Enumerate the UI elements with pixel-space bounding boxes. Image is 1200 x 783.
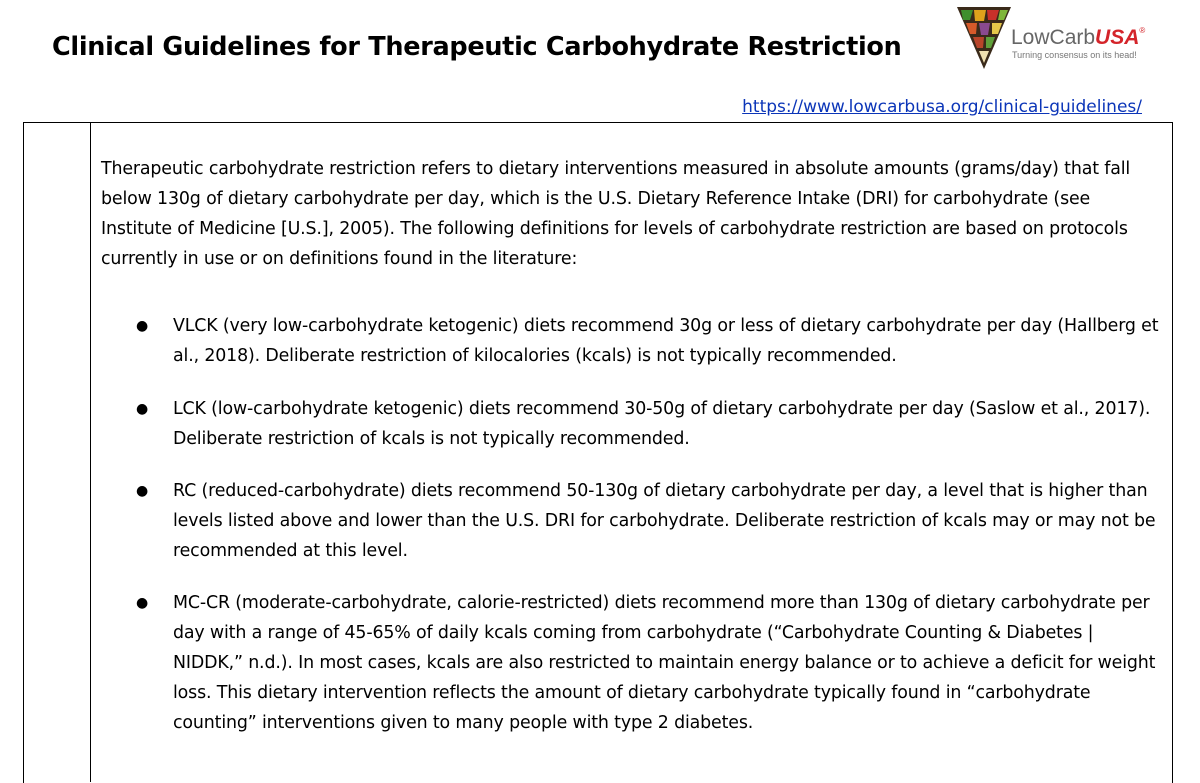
intro-paragraph: Therapeutic carbohydrate restriction refers to dietary interventions measured in absolute amounts (grams/day) that fall below 130g of dietary carbohydrate per day, which is the U.S. Dietary Reference Intake (DRI) for carbohydrate (see Institute of Medicine [U.S.], 2005). The following definitions for levels of carbohydrate restriction are based on protocols currently in use or on definitions found in the literature: [101,159,1131,269]
food-pyramid-icon [955,3,1015,75]
logo-name-usa: USA [1095,26,1140,49]
logo-wordmark [1011,27,1145,48]
definition-text: MC-CR (moderate-carbohydrate, calorie-restricted) diets recommend more than 130g of dietary carbohydrate per day with a range of 45-65% of daily kcals coming from carbohydrate (“Carbohydrate Counting & Diabetes | NIDDK,” n.d.). In most cases, kcals are also restricted to maintain energy balance or to achieve a deficit for weight loss. This dietary intervention reflects the amount of dietary carbohydrate typically found in “carbohydrate counting” interventions given to many people with type 2 diabetes. [173,593,1156,733]
bullet-icon: ● [136,401,149,417]
logo-registered-mark: ® [1139,26,1146,35]
table-column-divider [90,122,91,782]
lowcarbusa-logo[interactable] [955,3,1155,75]
bullet-icon: ● [136,595,149,611]
bullet-icon: ● [136,318,149,334]
logo-tagline: Turning consensus on its head! [1012,50,1137,60]
page-title: Clinical Guidelines for Therapeutic Carbohydrate Restriction [52,32,902,62]
logo-name-lowcarb: LowCarb [1011,26,1096,49]
bullet-icon: ● [136,483,149,499]
source-url-link[interactable]: https://www.lowcarbusa.org/clinical-guidelines/ [742,97,1142,117]
definition-text: LCK (low-carbohydrate ketogenic) diets recommend 30-50g of dietary carbohydrate per day (Saslow et al., 2017). Deliberate restriction of kcals is not typically recommended. [173,399,1151,449]
definition-text: RC (reduced-carbohydrate) diets recommend 50-130g of dietary carbohydrate per day, a level that is higher than levels listed above and lower than the U.S. DRI for carbohydrate. Deliberate restriction of kcals may or may not be recommended at this level. [173,481,1156,561]
definition-text: VLCK (very low-carbohydrate ketogenic) diets recommend 30g or less of dietary carbohydrate per day (Hallberg et al., 2018). Deliberate restriction of kilocalories (kcals) is not typically recommended. [173,316,1159,366]
